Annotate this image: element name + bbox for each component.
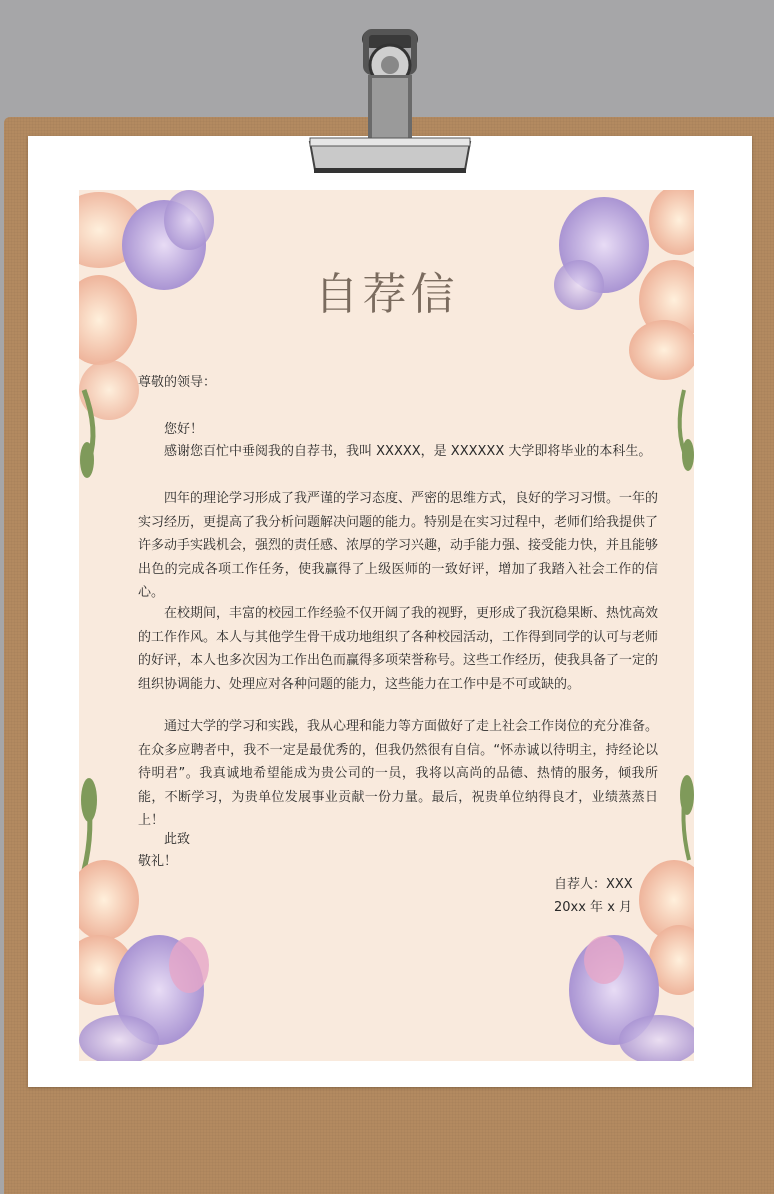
paragraph-closing: 通过大学的学习和实践，我从心理和能力等方面做好了走上社会工作岗位的充分准备。在众多应聘者中，我不一定是最优秀的，但我仍然很有自信。“怀赤诚以待明主，持经论以待明君”。我真诚地希望能成为贵公司的一员，我将以高尚的品德、热情的服务，倾我所能，不断学习，为贵单位发展事业贡献一份力量。最后，祝贵单位纳得良才，业绩蒸蒸日上！ xyxy=(138,719,659,828)
greeting: 您好！ xyxy=(164,422,204,437)
signer: 自荐人：XXX xyxy=(554,877,633,892)
paragraph-study: 四年的理论学习形成了我严谨的学习态度、严密的思维方式，良好的学习习惯。一年的实习经历，更提高了我分析问题解决问题的能力。特别是在实习过程中，老师们给我提供了许多动手实践机会，强烈的责任感、浓厚的学习兴趣，动手能力强、接受能力快，并且能够出色的完成各项工作任务，使我赢得了上级医师的一致好评，增加了我踏入社会工作的信心。 xyxy=(138,491,659,600)
page-title: 自荐信 xyxy=(314,269,459,320)
closing-line-2: 敬礼！ xyxy=(138,854,178,869)
paragraph-campus: 在校期间，丰富的校园工作经验不仅开阔了我的视野，更形成了我沉稳果断、热忱高效的工作作风。本人与其他学生骨干成功地组织了各种校园活动，工作得到同学的认可与老师的好评，本人也多次因为工作出色而赢得多项荣誉称号。这些工作经历，使我具备了一定的组织协调能力、处理应对各种问题的能力，这些能力在工作中是不可或缺的。 xyxy=(138,606,659,692)
closing-line-1: 此致 xyxy=(164,832,191,847)
intro-line: 感谢您百忙中垂阅我的自荐书，我叫 XXXXX，是 XXXXXX 大学即将毕业的本科生。 xyxy=(164,444,652,459)
flower-top-right-icon xyxy=(554,190,694,471)
salutation: 尊敬的领导： xyxy=(138,375,217,390)
binder-clip-icon xyxy=(300,20,480,180)
date: 20xx 年 x 月 xyxy=(554,900,633,915)
